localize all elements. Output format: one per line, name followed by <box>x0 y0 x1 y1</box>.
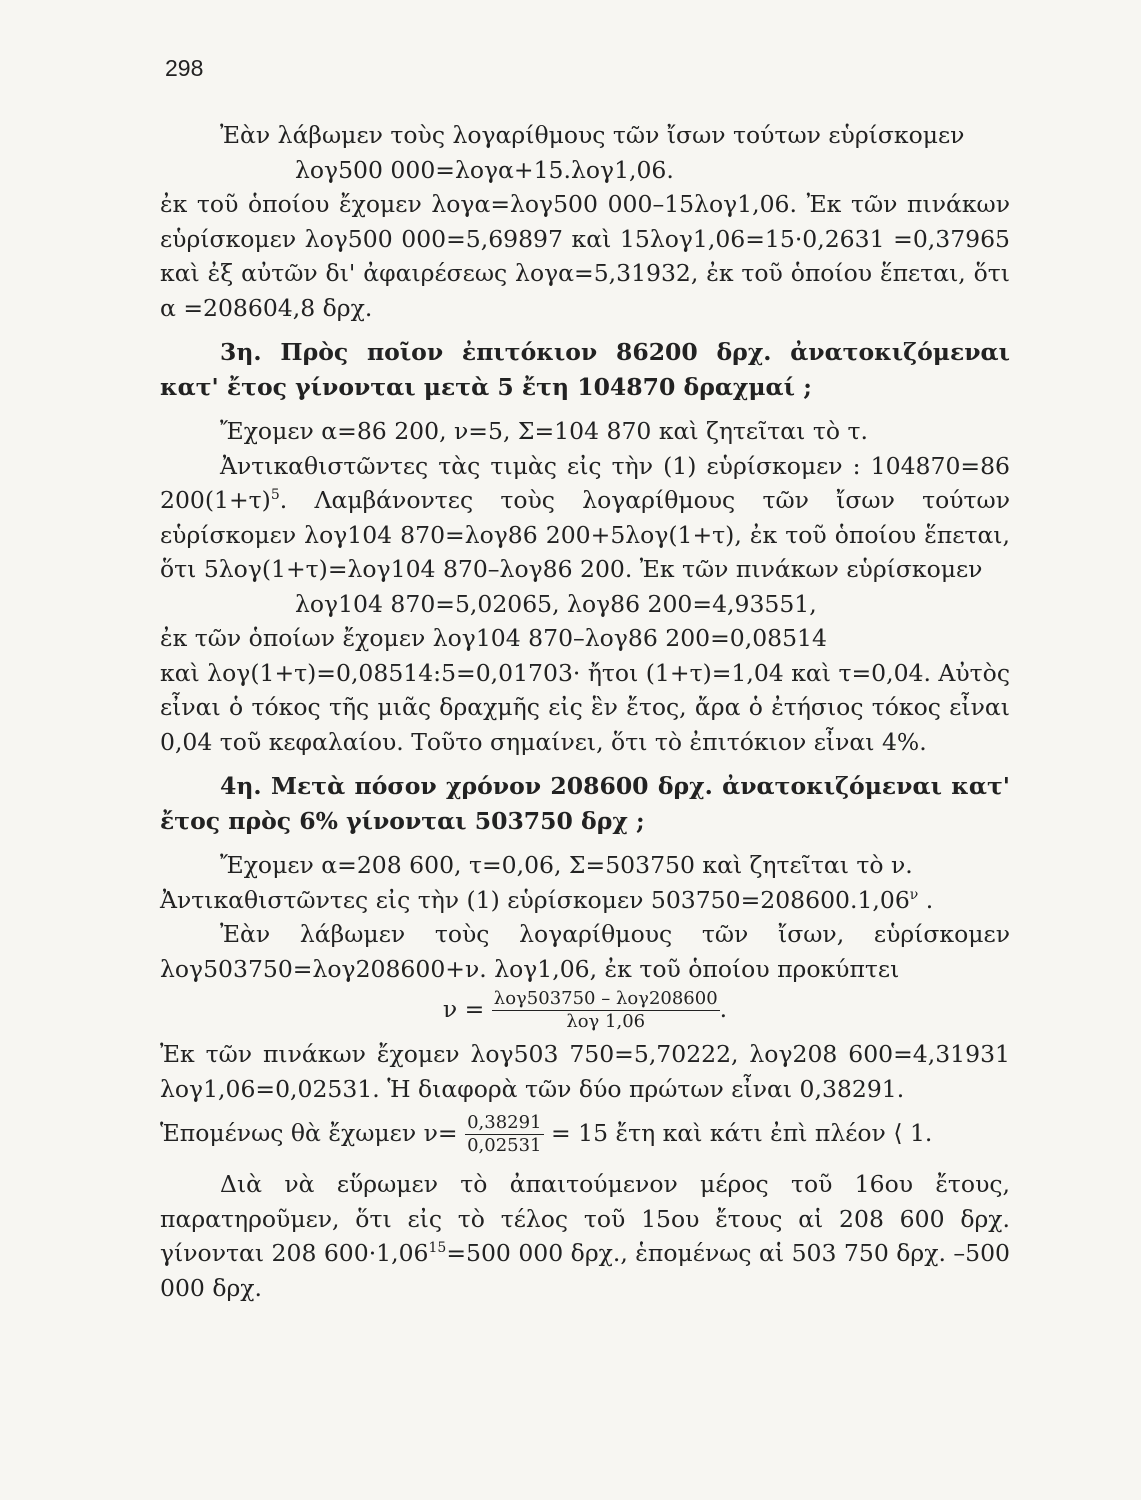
problem-4-substitution <box>160 883 1010 918</box>
formula-nu-denominator: λογ 1,06 <box>566 1011 646 1032</box>
problem-4-given: Ἔχομεν α=208 600, τ=0,06, Σ=503750 καὶ ζητεῖται τὸ ν. <box>220 851 913 879</box>
problem-4-remainder-text-2: =500 000 δρχ., ἑπομένως αἱ 503 750 δρχ. –500 000 δρχ. <box>160 1239 1010 1302</box>
formula-nu-numerator: λογ503750 – λογ208600 <box>493 988 718 1009</box>
formula-nu-fraction <box>492 988 720 1033</box>
problem-3-substitution-text-2: . Λαμβάνοντες τοὺς λογαρίθμους τῶν ἴσων τούτων εὑρίσκομεν λογ104 870=λογ86 200+5λογ(1+τ), ἐκ τοῦ ὁποίου ἕπεται, ὅτι 5λογ(1+τ)=λογ104 870–λογ86 200. Ἐκ τῶν πινάκων εὑρίσκομεν <box>160 486 1010 583</box>
paragraph-logs: Ἐὰν λάβωμεν τοὺς λογαρίθμους τῶν ἴσων τούτων εὑρίσκομεν <box>220 121 965 149</box>
problem-3-heading: 3η. Πρὸς ποῖον ἐπιτόκιον 86200 δρχ. ἀνατοκιζόμεναι κατ' ἔτος γίνονται μετὰ 5 ἔτη 104870 δραχμαί ; <box>160 338 1010 401</box>
page-body <box>160 118 1010 1305</box>
problem-3-given: Ἔχομεν α=86 200, ν=5, Σ=104 870 καὶ ζητεῖται τὸ τ. <box>220 417 868 445</box>
formula-nu-lhs: ν = <box>442 995 485 1023</box>
formula-result-denominator: 0,02531 <box>467 1135 542 1156</box>
problem-3-log-values: λογ104 870=5,02065, λογ86 200=4,93551, <box>295 589 817 618</box>
exponent-5: 5 <box>270 487 280 504</box>
problem-4-substitution-text: Ἀντικαθιστῶντες εἰς τὴν (1) εὑρίσκομεν 503750=208600.1,06 <box>160 885 910 914</box>
problem-4-remainder <box>160 1167 1010 1305</box>
problem-3-difference: ἐκ τῶν ὁποίων ἔχομεν λογ104 870–λογ86 200=0,08514 <box>160 624 827 652</box>
problem-3-substitution <box>160 449 1010 587</box>
problem-4-heading: 4η. Μετὰ πόσον χρόνον 208600 δρχ. ἀνατοκιζόμεναι κατ' ἔτος πρὸς 6% γίνονται 503750 δρχ ; <box>160 772 1010 835</box>
problem-4-substitution-end: . <box>918 885 934 914</box>
problem-3-substitution-text: Ἀντικαθιστῶντες τὰς τιμὰς εἰς τὴν (1) εὑρίσκομεν : 104870=86 200(1+τ) <box>160 451 1010 514</box>
problem-4-remainder-text: Διὰ νὰ εὕρωμεν τὸ ἀπαιτούμενον μέρος τοῦ 16ου ἔτους, παρατηροῦμεν, ὅτι εἰς τὸ τέλος τοῦ 15ου ἔτους αἱ 208 600 δρχ. γίνονται 208 600·1,06 <box>160 1170 1010 1267</box>
page-number: 298 <box>165 55 204 81</box>
problem-3-conclusion: καὶ λογ(1+τ)=0,08514:5=0,01703· ἤτοι (1+τ)=1,04 καὶ τ=0,04. Αὐτὸς εἶναι ὁ τόκος τῆς μιᾶς δραχμῆς εἰς ἓν ἔτος, ἄρα ὁ ἐτήσιος τόκος εἶναι 0,04 τοῦ κεφαλαίου. Τοῦτο σημαίνει, ὅτι τὸ ἐπιτόκιον εἶναι 4%. <box>160 658 1010 756</box>
problem-4-table-values: Ἐκ τῶν πινάκων ἔχομεν λογ503 750=5,70222, λογ208 600=4,31931 λογ1,06=0,02531. Ἡ διαφορὰ τῶν δύο πρώτων εἶναι 0,38291. <box>160 1040 1010 1103</box>
formula-result-pre: Ἑπομένως θὰ ἔχωμεν ν= <box>160 1119 458 1147</box>
problem-4-logs: Ἐὰν λάβωμεν τοὺς λογαρίθμους τῶν ἴσων, εὑρίσκομεν λογ503750=λογ208600+ν. λογ1,06, ἐκ τοῦ ὁποίου προκύπτει <box>160 920 1010 983</box>
paragraph-solution-a: ἐκ τοῦ ὁποίου ἔχομεν λογα=λογ500 000–15λογ1,06. Ἐκ τῶν πινάκων εὑρίσκομεν λογ500 000=5,69897 καὶ 15λογ1,06=15·0,2631 =0,37965 καὶ ἐξ αὐτῶν δι' ἀφαιρέσεως λογα=5,31932, ἐκ τοῦ ὁποίου ἕπεται, ὅτι α =208604,8 δρχ. <box>160 190 1010 322</box>
formula-result-numerator: 0,38291 <box>467 1112 542 1133</box>
formula-nu-period: . <box>719 995 728 1023</box>
formula-nu <box>160 988 1010 1033</box>
formula-result-post: = 15 ἔτη καὶ κάτι ἐπὶ πλέον ⟨ 1. <box>550 1119 933 1147</box>
exponent-nu: ν <box>909 886 919 903</box>
formula-result <box>160 1112 1010 1157</box>
equation-log500000: λογ500 000=λογα+15.λογ1,06. <box>295 155 674 184</box>
formula-result-fraction <box>465 1112 543 1157</box>
exponent-15: 15 <box>428 1240 447 1257</box>
